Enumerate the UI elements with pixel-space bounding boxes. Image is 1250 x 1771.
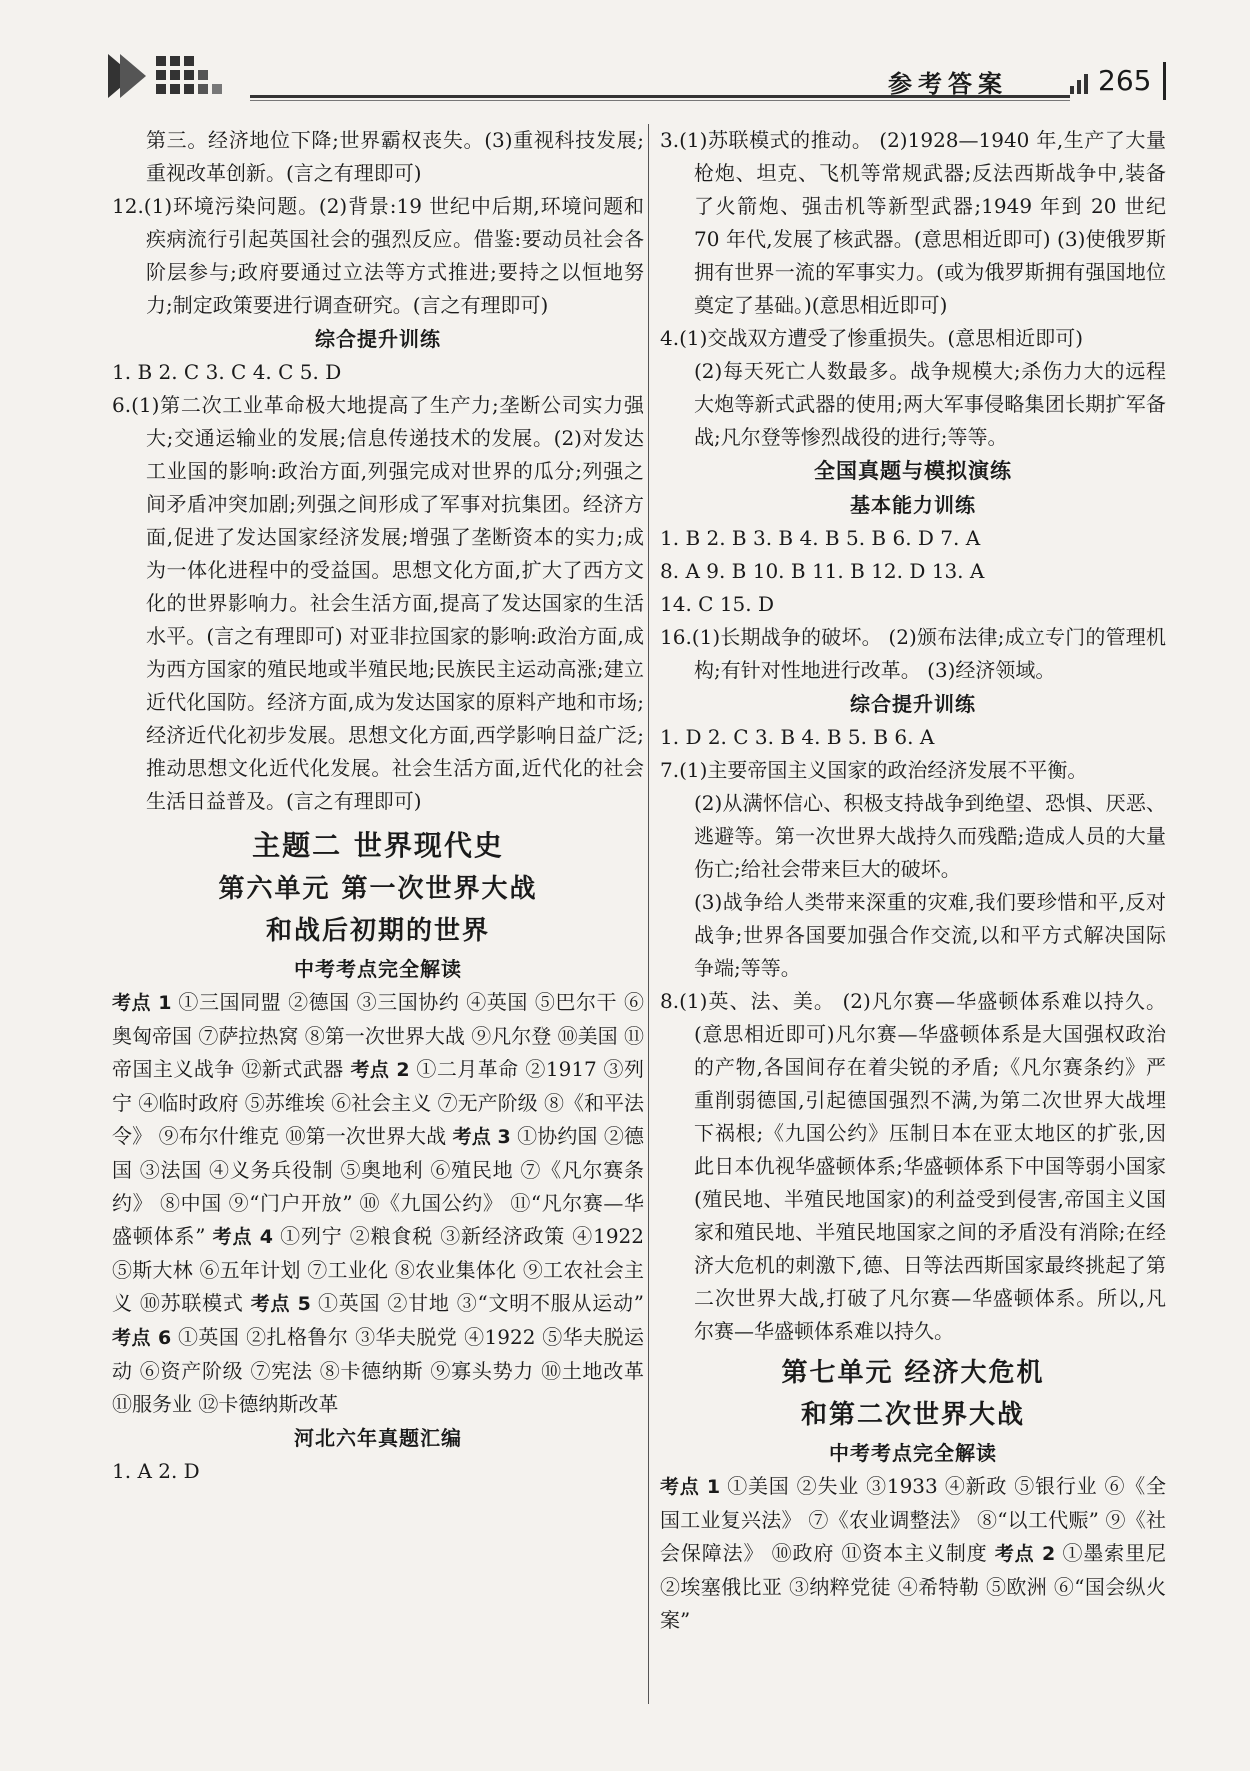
key-point-label: 考点 2 [994,1543,1056,1565]
key-point-text: ①美国 ②失业 ③1933 ④新政 ⑤银行业 ⑥《全国工业复兴法》 ⑦《农业调整法》 ⑧“以工代赈” ⑨《社会保障法》 ⑩政府 ⑪资本主义制度 [660,1474,1166,1565]
unit-title-line1: 第七单元 经济大危机 [781,1358,1045,1388]
key-point-label: 考点 3 [452,1126,511,1148]
key-point-label: 考点 2 [350,1059,410,1081]
section-heading: 中考考点完全解读 [294,957,462,981]
key-point-text: ①协约国 ②德国 ③法国 ④义务兵役制 ⑤奥地利 ⑥殖民地 ⑦《凡尔赛条约》 ⑧中国 ⑨“门户开放” ⑩《九国公约》 ⑪“凡尔赛—华盛顿体系” [112,1124,645,1248]
answer-8: 8.(1)英、法、美。 (2)凡尔赛—华盛顿体系难以持久。(意思相近即可)凡尔赛—华盛顿体系是大国强权政治的产物,各国间存在着尖锐的矛盾;《凡尔赛条约》严重削弱德国,引起德国强烈不满,为第二次世界大战埋下祸根;《九国公约》压制日本在亚太地区的扩张,因此日本仇视华盛顿体系;华盛顿体系下中国等弱小国家(殖民地、半殖民地国家)的利益受到侵害,帝国主义国家和殖民地、半殖民地国家之间的矛盾没有消除;在经济大危机的刺激下,德、日等法西斯国家最终挑起了第二次世界大战,打破了凡尔赛—华盛顿体系。所以,凡尔赛—华盛顿体系难以持久。 [660,989,1166,1343]
key-point-label: 考点 1 [660,1476,721,1498]
section-heading: 全国真题与模拟演练 [814,459,1012,483]
answer-16: 16.(1)长期战争的破坏。 (2)颁布法律;成立专门的管理机构;有针对性地进行改革。 (3)经济领域。 [660,625,1166,682]
page-number-rule [1163,62,1166,100]
section-heading: 综合提升训练 [315,327,441,351]
choice-answers: 1. A 2. D [112,1459,200,1483]
choice-answers: 1. D 2. C 3. B 4. B 5. B 6. A [660,725,935,749]
section-heading: 河北六年真题汇编 [294,1426,462,1450]
key-points [112,986,644,1421]
key-point-text: ①墨索里尼 ②埃塞俄比亚 ③纳粹党徒 ④希特勒 ⑤欧洲 ⑥“国会纵火案” [660,1541,1167,1632]
header-rule-thin [250,100,1070,101]
unit-title-line1: 第六单元 第一次世界大战 [218,874,538,904]
unit-title-line2: 和战后初期的世界 [265,916,490,946]
key-point-label: 考点 4 [212,1226,273,1248]
key-point-text: ①英国 ②扎格鲁尔 ③华夫脱党 ④1922 ⑤华夫脱运动 ⑥资产阶级 ⑦宪法 ⑧卡德纳斯 ⑨寡头势力 ⑩土地改革 ⑪服务业 ⑫卡德纳斯改革 [112,1325,645,1416]
choice-answers: 14. C 15. D [660,592,775,616]
page-header [0,0,1250,110]
key-point-label: 考点 6 [112,1327,172,1349]
key-point-text: ①二月革命 ②1917 ③列宁 ④临时政府 ⑤苏维埃 ⑥社会主义 ⑦无产阶级 ⑧《和平法令》 ⑨布尔什维克 ⑩第一次世界大战 [112,1057,645,1148]
column-divider [648,124,649,1704]
key-point-label: 考点 5 [250,1293,311,1315]
key-point-text: ①英国 ②甘地 ③“文明不服从运动” [310,1291,644,1315]
section-heading: 综合提升训练 [850,692,976,716]
answer-4-part2: (2)每天死亡人数最多。战争规模大;杀伤力大的远程大炮等新式武器的使用;两大军事侵略集团长期扩军备战;凡尔登等惨烈战役的进行;等等。 [694,359,1166,449]
answer-6: 6.(1)第二次工业革命极大地提高了生产力;垄断公司实力强大;交通运输业的发展;信息传递技术的发展。(2)对发达工业国的影响:政治方面,列强完成对世界的瓜分;列强之间矛盾冲突加剧;列强之间形成了军事对抗集团。经济方面,促进了发达国家经济发展;增强了垄断资本的实力;成为一体化进程中的受益国。思想文化方面,扩大了西方文化的世界影响力。社会生活方面,提高了发达国家的生活水平。(言之有理即可) 对亚非拉国家的影响:政治方面,成为西方国家的殖民地或半殖民地;民族民主运动高涨;建立近代化国防。经济方面,成为发达国家的原料产地和市场;经济近代化初步发展。思想文化方面,西学影响日益广泛;推动思想文化近代化发展。社会生活方面,近代化的社会生活日益普及。(言之有理即可) [112,393,644,813]
key-points [660,1470,1166,1637]
answer-text: 第三。经济地位下降;世界霸权丧失。(3)重视科技发展;重视改革创新。(言之有理即可) [146,128,644,185]
answer-7-part2: (2)从满怀信心、积极支持战争到绝望、恐惧、厌恶、逃避等。第一次世界大战持久而残酷;造成人员的大量伤亡;给社会带来巨大的破坏。 [694,791,1166,881]
answer-7-part3: (3)战争给人类带来深重的灾难,我们要珍惜和平,反对战争;世界各国要加强合作交流,以和平方式解决国际争端;等等。 [694,890,1166,980]
choice-answers: 1. B 2. B 3. B 4. B 5. B 6. D 7. A [660,526,981,550]
page-number: 265 [1098,64,1152,97]
book-logo-icon [108,52,258,100]
header-title: 参考答案 [888,69,1008,98]
unit-title-line2: 和第二次世界大战 [800,1400,1025,1430]
key-point-text: ①列宁 ②粮食税 ③新经济政策 ④1922 ⑤斯大林 ⑥五年计划 ⑦工业化 ⑧农业集体化 ⑨工农社会主义 ⑩苏联模式 [112,1224,644,1315]
key-point-text: ①三国同盟 ②德国 ③三国协约 ④英国 ⑤巴尔干 ⑥奥匈帝国 ⑦萨拉热窝 ⑧第一次世界大战 ⑨凡尔登 ⑩美国 ⑪帝国主义战争 ⑫新式武器 [112,990,644,1081]
left-column [112,124,644,1488]
theme-title: 主题二 世界现代史 [252,829,504,862]
section-heading: 基本能力训练 [850,493,976,517]
answer-12: 12.(1)环境污染问题。(2)背景:19 世纪中后期,环境问题和疾病流行引起英国社会的强烈反应。借鉴:要动员社会各阶层参与;政府要通过立法等方式推进;要持之以恒地努力;制定政策要进行调查研究。(言之有理即可) [112,194,644,317]
answer-7-part1: 7.(1)主要帝国主义国家的政治经济发展不平衡。 [660,758,1088,782]
answer-4-part1: 4.(1)交战双方遭受了惨重损失。(意思相近即可) [660,326,1084,350]
key-point-label: 考点 1 [112,992,172,1014]
answer-3: 3.(1)苏联模式的推动。 (2)1928—1940 年,生产了大量枪炮、坦克、飞机等常规武器;反法西斯战争中,装备了火箭炮、强击机等新型武器;1949 年到 20 世纪 70 年代,发展了核武器。(意思相近即可) (3)使俄罗斯拥有世界一流的军事实力。(或为俄罗斯拥有强国地位奠定了基础。)(意思相近即可) [660,128,1166,317]
section-heading: 中考考点完全解读 [829,1441,997,1465]
choice-answers: 8. A 9. B 10. B 11. B 12. D 13. A [660,559,985,583]
choice-answers: 1. B 2. C 3. C 4. C 5. D [112,360,342,384]
right-column [660,124,1166,1637]
